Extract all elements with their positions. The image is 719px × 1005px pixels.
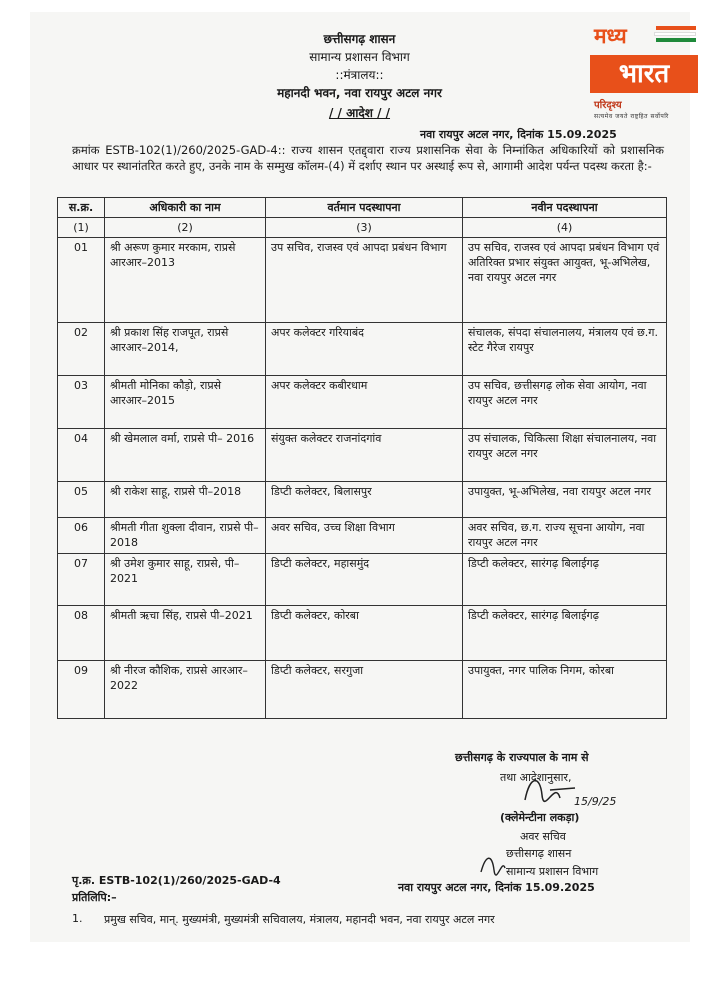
row-new-posting: संचालक, संपदा संचालनालय, मंत्रालय एवं छ.ग. स्टेट गैरेज रायपुर xyxy=(463,323,667,376)
copy-place-date: नवा रायपुर अटल नगर, दिनांक 15.09.2025 xyxy=(398,881,595,894)
table-row xyxy=(58,661,667,719)
header-new-posting: नवीन पदस्थापना xyxy=(463,198,667,218)
flag-stripe-icon xyxy=(654,32,696,36)
row-current-posting: डिप्टी कलेक्टर, सरगुजा xyxy=(266,661,463,719)
copy-item-text: प्रमुख सचिव, मान्. मुख्यमंत्री, मुख्यमंत्री सचिवालय, मंत्रालय, महानदी भवन, नवा रायपुर अटल नगर xyxy=(104,913,495,926)
initials-scribble xyxy=(478,852,508,876)
transfer-table xyxy=(57,197,667,719)
table-row xyxy=(58,429,667,482)
table-row xyxy=(58,606,667,661)
table-row xyxy=(58,482,667,518)
row-current-posting: डिप्टी कलेक्टर, बिलासपुर xyxy=(266,482,463,518)
flag-stripe-icon xyxy=(656,38,696,42)
signature-line-1: छत्तीसगढ़ के राज्यपाल के नाम से xyxy=(455,751,589,764)
row-officer-name: श्री खेमलाल वर्मा, राप्रसे पी– 2016 xyxy=(105,429,266,482)
table-header-row xyxy=(58,198,667,218)
header-sno: स.क्र. xyxy=(58,198,105,218)
copy-item-number: 1. xyxy=(72,912,83,925)
row-sno: 01 xyxy=(58,238,105,323)
row-sno: 08 xyxy=(58,606,105,661)
logo-tagline: सत्यमेव जयते राष्ट्रहित सर्वोपरि xyxy=(594,113,669,120)
table-row xyxy=(58,238,667,323)
logo-sub-text: परिदृश्य xyxy=(594,100,622,111)
madhya-bharat-logo xyxy=(590,22,700,122)
row-sno: 09 xyxy=(58,661,105,719)
flag-stripe-icon xyxy=(656,26,696,30)
row-new-posting: उप संचालक, चिकित्सा शिक्षा संचालनालय, नवा रायपुर अटल नगर xyxy=(463,429,667,482)
order-place-date: नवा रायपुर अटल नगर, दिनांक 15.09.2025 xyxy=(420,128,617,141)
signatory-office-1: छत्तीसगढ़ शासन xyxy=(506,847,572,860)
signatory-office-2: सामान्य प्रशासन विभाग xyxy=(506,865,599,878)
row-new-posting: उपायुक्त, भू-अभिलेख, नवा रायपुर अटल नगर xyxy=(463,482,667,518)
row-sno: 02 xyxy=(58,323,105,376)
copy-label: प्रतिलिपि:– xyxy=(72,891,117,904)
copy-reference: पृ.क्र. ESTB-102(1)/260/2025-GAD-4 xyxy=(72,874,281,887)
logo-top-text: मध्य xyxy=(594,24,627,48)
handwritten-signature xyxy=(520,770,580,810)
row-officer-name: श्रीमती ऋचा सिंह, राप्रसे पी–2021 xyxy=(105,606,266,661)
row-officer-name: श्री उमेश कुमार साहू, राप्रसे, पी–2021 xyxy=(105,554,266,606)
colnum: (4) xyxy=(463,218,667,238)
signature-line-2: तथा आदेशानुसार, xyxy=(500,771,572,784)
ministry-label: ::मंत्रालय:: xyxy=(335,68,384,82)
row-officer-name: श्री प्रकाश सिंह राजपूत, राप्रसे आरआर–2014, xyxy=(105,323,266,376)
row-current-posting: उप सचिव, राजस्व एवं आपदा प्रबंधन विभाग xyxy=(266,238,463,323)
order-paragraph: क्रमांक ESTB-102(1)/260/2025-GAD-4:: राज्य शासन एतद्द्वारा राज्य प्रशासनिक सेवा के निम्नांकित अधिकारियों को प्रशासनिक आधार पर स्थानांतरित करते हुए, उनके नाम के सम्मुख कॉलम-(4) में दर्शाए स्थान पर अस्थाई रूप से, आगामी आदेश पर्यन्त पदस्थ करता है:- xyxy=(72,143,664,173)
table-row xyxy=(58,376,667,429)
header-current-posting: वर्तमान पदस्थापना xyxy=(266,198,463,218)
table-row xyxy=(58,518,667,554)
row-officer-name: श्रीमती मोनिका कौड़ो, राप्रसे आरआर–2015 xyxy=(105,376,266,429)
signature-date: 15/9/25 xyxy=(574,795,617,808)
row-officer-name: श्री अरूण कुमार मरकाम, राप्रसे आरआर–2013 xyxy=(105,238,266,323)
row-sno: 06 xyxy=(58,518,105,554)
row-new-posting: उप सचिव, राजस्व एवं आपदा प्रबंधन विभाग एवं अतिरिक्त प्रभार संयुक्त आयुक्त, भू-अभिलेख, नवा रायपुर अटल नगर xyxy=(463,238,667,323)
row-current-posting: अपर कलेक्टर गरियाबंद xyxy=(266,323,463,376)
logo-main-text: भारत xyxy=(590,55,698,93)
row-current-posting: अपर कलेक्टर कबीरधाम xyxy=(266,376,463,429)
row-new-posting: डिप्टी कलेक्टर, सारंगढ़ बिलाईगढ़ xyxy=(463,554,667,606)
row-sno: 04 xyxy=(58,429,105,482)
colnum: (2) xyxy=(105,218,266,238)
row-current-posting: अवर सचिव, उच्च शिक्षा विभाग xyxy=(266,518,463,554)
row-new-posting: डिप्टी कलेक्टर, सारंगढ़ बिलाईगढ़ xyxy=(463,606,667,661)
signatory-designation: अवर सचिव xyxy=(520,830,566,843)
signatory-name: (क्लेमेन्टीना लकड़ा) xyxy=(500,811,580,824)
department-name: सामान्य प्रशासन विभाग xyxy=(309,50,410,64)
table-row xyxy=(58,554,667,606)
row-new-posting: उप सचिव, छत्तीसगढ़ लोक सेवा आयोग, नवा रायपुर अटल नगर xyxy=(463,376,667,429)
row-current-posting: डिप्टी कलेक्टर, कोरबा xyxy=(266,606,463,661)
row-officer-name: श्री नीरज कौशिक, राप्रसे आरआर–2022 xyxy=(105,661,266,719)
row-current-posting: संयुक्त कलेक्टर राजनांदगांव xyxy=(266,429,463,482)
row-sno: 05 xyxy=(58,482,105,518)
gov-name: छत्तीसगढ़ शासन xyxy=(323,32,396,46)
row-officer-name: श्रीमती गीता शुक्ला दीवान, राप्रसे पी–2018 xyxy=(105,518,266,554)
header-name: अधिकारी का नाम xyxy=(105,198,266,218)
building-address: महानदी भवन, नवा रायपुर अटल नगर xyxy=(277,86,442,100)
order-title: / / आदेश / / xyxy=(328,106,391,120)
row-new-posting: अवर सचिव, छ.ग. राज्य सूचना आयोग, नवा रायपुर अटल नगर xyxy=(463,518,667,554)
table-colnum-row xyxy=(58,218,667,238)
row-new-posting: उपायुक्त, नगर पालिक निगम, कोरबा xyxy=(463,661,667,719)
row-current-posting: डिप्टी कलेक्टर, महासमुंद xyxy=(266,554,463,606)
row-sno: 07 xyxy=(58,554,105,606)
colnum: (1) xyxy=(58,218,105,238)
row-officer-name: श्री राकेश साहू, राप्रसे पी–2018 xyxy=(105,482,266,518)
colnum: (3) xyxy=(266,218,463,238)
row-sno: 03 xyxy=(58,376,105,429)
table-row xyxy=(58,323,667,376)
